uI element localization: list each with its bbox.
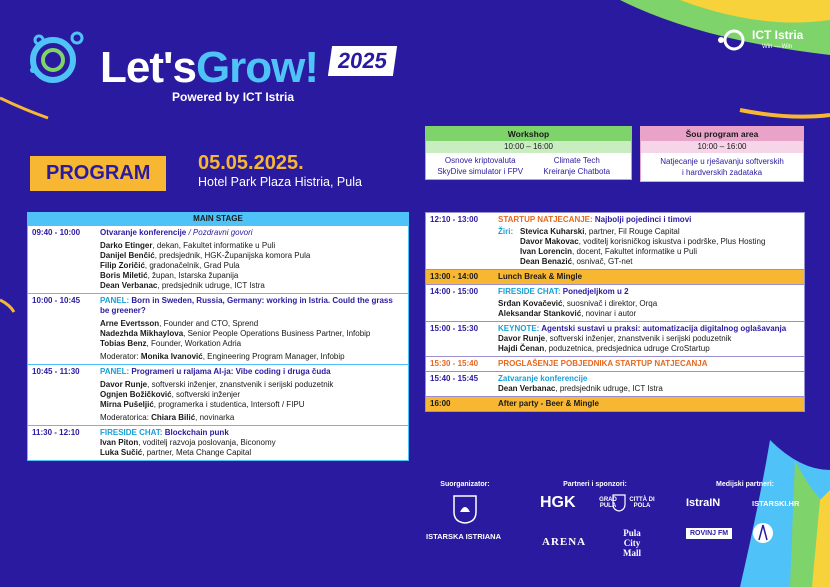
ict-istria-sub: Win — Win bbox=[762, 44, 792, 50]
citta-di-pola-logo: CITTÀ DI POLA bbox=[629, 497, 655, 509]
workshop-item: SkyDive simulator i FPV bbox=[432, 167, 529, 176]
sponsors-label: Partneri i sponzori: bbox=[563, 481, 627, 488]
speaker: Arne Evertsson, Founder and CTO, Sprend bbox=[100, 319, 259, 328]
sou-desc bbox=[641, 153, 803, 181]
ict-istria-logo-icon bbox=[716, 28, 752, 52]
session-row bbox=[426, 284, 804, 321]
workshop-item: Climate Tech bbox=[529, 156, 626, 165]
year-badge: 2025 bbox=[328, 46, 397, 76]
workshop-list bbox=[426, 153, 631, 179]
jury-member: Žiri:Stevica Kuharski, partner, Fil Rouge Capital bbox=[498, 227, 680, 236]
session-row-afterparty bbox=[426, 396, 804, 411]
sou-title: Šou program area bbox=[641, 127, 803, 141]
session-row bbox=[28, 425, 408, 460]
speaker: Nadezhda Mikhaylova, Senior People Operations Business Partner, Infobip bbox=[100, 329, 371, 338]
session-title: Otvaranje konferencije bbox=[100, 228, 187, 237]
session-title: PROGLAŠENJE POBJEDNIKA STARTUP NATJECANJA bbox=[498, 359, 708, 368]
istria-coat-of-arms-icon bbox=[452, 494, 478, 524]
workshop-time: 10:00 – 16:00 bbox=[426, 141, 631, 153]
sou-desc-line2: i hardverskih zadataka bbox=[681, 168, 763, 177]
speaker: Tobias Benz, Founder, Workation Adria bbox=[100, 339, 242, 348]
session-title: Agentski sustavi u praksi: automatizacija digitalnog oglašavanja bbox=[541, 324, 787, 333]
suorganizator-label: Suorganizator: bbox=[440, 481, 490, 488]
session-row-lunch bbox=[426, 269, 804, 284]
istarski-hr-logo: ISTARSKI.HR bbox=[752, 499, 800, 508]
session-title: Lunch Break & Mingle bbox=[498, 272, 583, 281]
session-row bbox=[426, 213, 804, 269]
session-time: 16:00 bbox=[430, 399, 451, 408]
sou-desc-line1: Natjecanje u rješavanju softverskih bbox=[660, 157, 784, 166]
grad-pula-logo: GRAD PULA bbox=[599, 497, 617, 509]
session-tag: STARTUP NATJECANJE: bbox=[498, 215, 595, 224]
session-subtitle: / Pozdravni govori bbox=[186, 228, 253, 237]
workshop-item: Osnove kriptovaluta bbox=[432, 156, 529, 165]
session-time: 12:10 - 13:00 bbox=[430, 215, 479, 224]
speaker: Dean Verbanac, predsjednik udruge, ICT Istra bbox=[498, 384, 663, 393]
sou-time: 10:00 – 16:00 bbox=[641, 141, 803, 153]
arena-logo: ARENA bbox=[542, 536, 587, 548]
session-title: Born in Sweden, Russia, Germany: working in Istria. Could the grass be greener? bbox=[100, 296, 393, 315]
session-title: Ponedjeljkom u 2 bbox=[562, 287, 629, 296]
speaker: Ognjen Božičković, softverski inženjer bbox=[100, 390, 241, 399]
workshop-box bbox=[425, 126, 632, 180]
session-row bbox=[426, 321, 804, 356]
logo-wordmark: Let'sGrow! bbox=[100, 43, 319, 92]
session-tag: KEYNOTE: bbox=[498, 324, 542, 333]
main-stage-header: MAIN STAGE bbox=[28, 213, 408, 225]
jury-member: Ivan Lorencin, docent, Fakultet informatike u Puli bbox=[520, 247, 697, 256]
session-time: 10:45 - 11:30 bbox=[32, 367, 80, 376]
session-row-awards bbox=[426, 356, 804, 371]
speaker: Darko Etinger, dekan, Fakultet informatike u Puli bbox=[100, 241, 276, 250]
session-row bbox=[28, 364, 408, 425]
session-time: 15:00 - 15:30 bbox=[430, 324, 479, 333]
session-tag: FIRESIDE CHAT: bbox=[498, 287, 563, 296]
session-time: 13:00 - 14:00 bbox=[430, 272, 479, 281]
speaker: Ivan Piton, voditelj razvoja poslovanja, Biconomy bbox=[100, 438, 276, 447]
workshop-title: Workshop bbox=[426, 127, 631, 141]
speaker: Aleksandar Stanković, novinar i autor bbox=[498, 309, 637, 318]
media-partners-label: Medijski partneri: bbox=[716, 481, 774, 488]
main-stage-panel bbox=[27, 212, 409, 461]
event-date: 05.05.2025. bbox=[198, 152, 304, 174]
session-time: 14:00 - 15:00 bbox=[430, 287, 479, 296]
workshop-item: Kreiranje Chatbota bbox=[529, 167, 626, 176]
session-tag: PANEL: bbox=[100, 296, 132, 305]
pula-shield-icon bbox=[612, 494, 626, 512]
speaker: Davor Runje, softverski inženjer, znanstvenik i serijski poduzetnik bbox=[100, 380, 334, 389]
powered-by: Powered by ICT Istria bbox=[172, 90, 295, 104]
session-title: Zatvaranje konferencije bbox=[498, 374, 588, 383]
session-time: 15:30 - 15:40 bbox=[430, 359, 479, 368]
session-time: 09:40 - 10:00 bbox=[32, 228, 81, 237]
pula-city-mall-logo: Pula City Mall bbox=[623, 528, 641, 558]
moderator: Moderatorica: Chiara Bilić, novinarka bbox=[100, 413, 235, 422]
session-time: 15:40 - 15:45 bbox=[430, 374, 479, 383]
session-row bbox=[28, 225, 408, 293]
afternoon-panel bbox=[425, 212, 805, 412]
session-time: 10:00 - 10:45 bbox=[32, 296, 81, 305]
session-title: Najbolji pojedinci i timovi bbox=[594, 215, 692, 224]
rovinj-fm-logo: ROVINJ FM bbox=[686, 528, 732, 539]
session-row bbox=[426, 371, 804, 396]
speaker: Mirna Pušeljić, programerka i studentica, Intersoft / FIPU bbox=[100, 400, 305, 409]
istrain-logo: IstraIN bbox=[686, 497, 721, 509]
ict-istria-label: ICT Istria bbox=[752, 28, 804, 42]
istarska-logo: ISTARSKA ISTRIANA bbox=[426, 532, 502, 541]
hgk-logo: HGK bbox=[540, 494, 576, 511]
session-tag: PANEL: bbox=[100, 367, 132, 376]
speaker: Srđan Kovačević, suosnivač i direktor, Orqa bbox=[498, 299, 658, 308]
radio-tower-icon bbox=[752, 520, 774, 546]
speaker: Dean Verbanac, predsjednik udruge, ICT Istra bbox=[100, 281, 265, 290]
moderator: Moderator: Monika Ivanović, Engineering Program Manager, Infobip bbox=[100, 352, 345, 361]
jury-member: Davor Makovac, voditelj korisničkog iskustva i podrške, Plus Hosting bbox=[520, 237, 766, 246]
session-tag: FIRESIDE CHAT: bbox=[100, 428, 165, 437]
session-title: Programeri u raljama AI-ja: Vibe coding i druga čuda bbox=[131, 367, 331, 376]
speaker: Davor Runje, softverski inženjer, znanstvenik i serijski poduzetnik bbox=[498, 334, 732, 343]
session-time: 11:30 - 12:10 bbox=[32, 428, 80, 437]
jury-member: Dean Benazić, osnivač, GT-net bbox=[520, 257, 633, 266]
sou-program-box bbox=[640, 126, 804, 182]
program-badge: PROGRAM bbox=[30, 156, 166, 191]
speaker: Boris Miletić, župan, Istarska županija bbox=[100, 271, 239, 280]
speaker: Hajdi Čenan, poduzetnica, predsjednica udruge CroStartup bbox=[498, 344, 710, 353]
lets-grow-logo-icon bbox=[25, 28, 95, 88]
session-row bbox=[28, 293, 408, 364]
session-title: Blockchain punk bbox=[164, 428, 229, 437]
speaker: Danijel Benčić, predsjednik, HGK-Županijska komora Pula bbox=[100, 251, 311, 260]
speaker: Filip Zoričić, gradonačelnik, Grad Pula bbox=[100, 261, 240, 270]
session-title: After party - Beer & Mingle bbox=[498, 399, 599, 408]
event-venue: Hotel Park Plaza Histria, Pula bbox=[198, 175, 362, 189]
speaker: Luka Sučić, partner, Meta Change Capital bbox=[100, 448, 252, 457]
